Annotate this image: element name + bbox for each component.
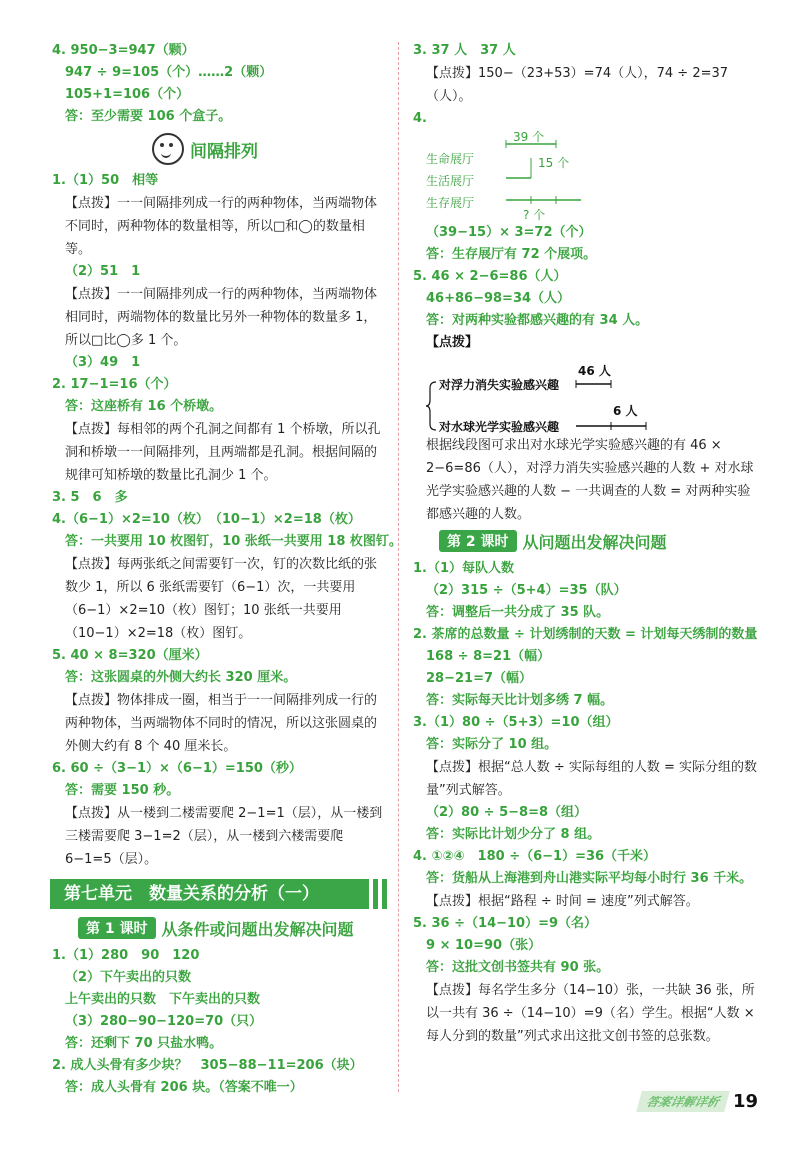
l5-line: 9 × 10=90（张） [426, 938, 542, 953]
lesson-title: 从条件或问题出发解决问题 [161, 919, 354, 939]
s1-tip: 【点拨】一一间隔排列成一行的两种物体，当两端物体相同时，两端物体的数量比另外一种物体的数量多 1，所以□比◯多 1 个。 [65, 287, 378, 348]
diagram-label: 39 个 [513, 130, 545, 144]
r3-line: 3. 37 人 37 人 [413, 43, 516, 58]
segment-diagram-interest [413, 354, 676, 434]
l1-answer: 答：调整后一共分成了 35 队。 [426, 605, 610, 620]
l3-line: 3.（1）80 ÷（5+3）=10（组） [413, 715, 619, 730]
s1-answer: （2）51 1 [65, 264, 141, 279]
unit-banner: 第七单元 数量关系的分析（一） [50, 879, 369, 909]
u1-answer: 答：还剩下 70 只盐水鸭。 [65, 1036, 223, 1051]
s6-answer: 答：需要 150 秒。 [65, 783, 180, 798]
segment-diagram-halls [413, 130, 626, 222]
u1-line: 1.（1）280 90 120 [52, 948, 200, 963]
l5-answer: 答：这批文创书签共有 90 张。 [426, 960, 610, 975]
l4-tip: 【点拨】根据“路程 ÷ 时间 = 速度”列式解答。 [426, 894, 699, 909]
r3-tip: 【点拨】150−（23+53）=74（人），74 ÷ 2=37（人）。 [426, 66, 729, 104]
s1-tip: 【点拨】一一间隔排列成一行的两种物体，当两端物体不同时，两种物体的数量相等，所以□和◯的数量相等。 [65, 196, 378, 257]
diagram-label: 生存展厅 [426, 196, 475, 210]
l5-line: 5. 36 ÷（14−10）=9（名） [413, 916, 598, 931]
s6-tip: 【点拨】从一楼到二楼需要爬 2−1=1（层），从一楼到三楼需要爬 3−1=2（层），从一楼到六楼需要爬 6−1=5（层）。 [65, 806, 383, 867]
l5-tip: 【点拨】每名学生多分（14−10）张，一共缺 36 张，所以一共有 36 ÷（14−10）=9（名）学生。根据“人数 × 每人分到的数量”列式求出这批文创书签的总张数。 [426, 983, 755, 1044]
r4-head: 4. [413, 111, 427, 126]
diagram-label: 生活展厅 [426, 174, 475, 188]
page-footer [639, 1091, 758, 1112]
l4-answer: 答：货船从上海港到舟山港实际平均每小时行 36 千米。 [426, 871, 753, 886]
column-divider [398, 42, 399, 1092]
l3-line: （2）80 ÷ 5−8=8（组） [426, 805, 588, 820]
r5-explanation: 根据线段图可求出对水球光学实验感兴趣的有 46 × 2−6=86（人），对浮力消失实验感兴趣的人数 + 对水球光学实验感兴趣的人数 − 一共调查的人数 = 对两种实验都感兴趣的人数。 [426, 438, 754, 522]
mascot-icon [152, 133, 184, 165]
l1-line: （2）315 ÷（5+4）=35（队） [426, 583, 627, 598]
l2-line: 28−21=7（幅） [426, 671, 533, 686]
l1-line: 1.（1）每队人数 [413, 561, 515, 576]
l4-line: 4. ①②④ 180 ÷（6−1）=36（千米） [413, 849, 657, 864]
s4-line: 4.（6−1）×2=10（枚） （10−1）×2=18（枚） [52, 512, 361, 527]
lesson-tag: 第 1 课时 [78, 917, 156, 939]
u2-line: 2. 成人头骨有多少块？ 305−88−11=206（块） [52, 1058, 363, 1073]
r4-line: （39−15）× 3=72（个） [426, 225, 592, 240]
page-number: 19 [732, 1091, 758, 1112]
lesson-title: 从问题出发解决问题 [522, 532, 667, 552]
l3-tip: 【点拨】根据“总人数 ÷ 实际每组的人数 = 实际分组的数量”列式解答。 [426, 760, 758, 798]
r5-line: 46+86−98=34（人） [426, 291, 571, 306]
q4-line: 105+1=106（个） [65, 87, 190, 102]
s5-tip: 【点拨】物体排成一圈，相当于一一间隔排列成一行的两种物体，当两端物体不同时的情况，所以这张圆桌的外侧大约有 8 个 40 厘米长。 [65, 693, 378, 754]
diagram-label: 对浮力消失实验感兴趣 [439, 378, 560, 392]
s5-answer: 答：这张圆桌的外侧大约长 320 厘米。 [65, 670, 297, 685]
q4-line: 4. 950−3=947（颗） [52, 43, 195, 58]
r5-line: 5. 46 × 2−6=86（人） [413, 269, 567, 284]
s4-answer: 答：一共要用 10 枚图钉，10 张纸一共要用 18 枚图钉。 [65, 534, 402, 549]
l3-answer: 答：实际比计划少分了 8 组。 [426, 827, 601, 842]
diagram-label: 15 个 [538, 156, 570, 170]
l2-line: 2. 茶席的总数量 ÷ 计划绣制的天数 = 计划每天绣制的数量 [413, 627, 758, 642]
diagram-label: 46 人 [578, 364, 611, 378]
r4-answer: 答：生存展厅有 72 个展项。 [426, 247, 597, 262]
u2-answer: 答：成人头骨有 206 块。（答案不唯一） [65, 1080, 303, 1095]
right-column [413, 40, 758, 1048]
l2-answer: 答：实际每天比计划多绣 7 幅。 [426, 693, 614, 708]
u1-line: 上午卖出的只数 下午卖出的只数 [65, 992, 261, 1007]
s4-tip: 【点拨】每两张纸之间需要钉一次，钉的次数比纸的张数少 1，所以 6 张纸需要钉（6−1）次，一共要用（6−1）×2=10（枚）图钉；10 张纸一共要用（10−1）×2=18（枚）图钉。 [65, 557, 378, 641]
section-header [152, 130, 387, 168]
diagram-label: 对水球光学实验感兴趣 [439, 420, 560, 434]
lesson-header [439, 528, 758, 554]
s2-answer: 答：这座桥有 16 个桥墩。 [65, 399, 223, 414]
s2-tip: 【点拨】每相邻的两个孔洞之间都有 1 个桥墩，所以孔洞和桥墩一一间隔排列，且两端都是孔洞。根据间隔的规律可知桥墩的数量比孔洞少 1 个。 [65, 422, 381, 483]
diagram-label: ? 个 [523, 208, 546, 222]
left-column [52, 40, 402, 1099]
lesson-tag: 第 2 课时 [439, 530, 517, 552]
s3-line: 3. 5 6 多 [52, 490, 128, 505]
l3-answer: 答：实际分了 10 组。 [426, 737, 558, 752]
lesson-header [78, 915, 387, 941]
q4-line: 947 ÷ 9=105（个）……2（颗） [65, 65, 273, 80]
s1-answer: 1.（1）50 相等 [52, 173, 159, 188]
s2-line: 2. 17−1=16（个） [52, 377, 177, 392]
diagram-label: 生命展厅 [426, 152, 475, 166]
q4-answer: 答：至少需要 106 个盒子。 [65, 109, 232, 124]
section-title: 间隔排列 [190, 141, 258, 162]
s5-line: 5. 40 × 8=320（厘米） [52, 648, 208, 663]
l2-line: 168 ÷ 8=21（幅） [426, 649, 551, 664]
r5-tip-label: 【点拨】 [426, 335, 479, 350]
u1-line: （2）下午卖出的只数 [65, 970, 192, 985]
diagram-label: 6 人 [613, 404, 638, 418]
s1-answer: （3）49 1 [65, 355, 141, 370]
s6-line: 6. 60 ÷（3−1）×（6−1）=150（秒） [52, 761, 302, 776]
r5-answer: 答：对两种实验都感兴趣的有 34 人。 [426, 313, 649, 328]
footer-band: 答案详解详析 [636, 1091, 730, 1112]
u1-line: （3）280−90−120=70（只） [65, 1014, 263, 1029]
